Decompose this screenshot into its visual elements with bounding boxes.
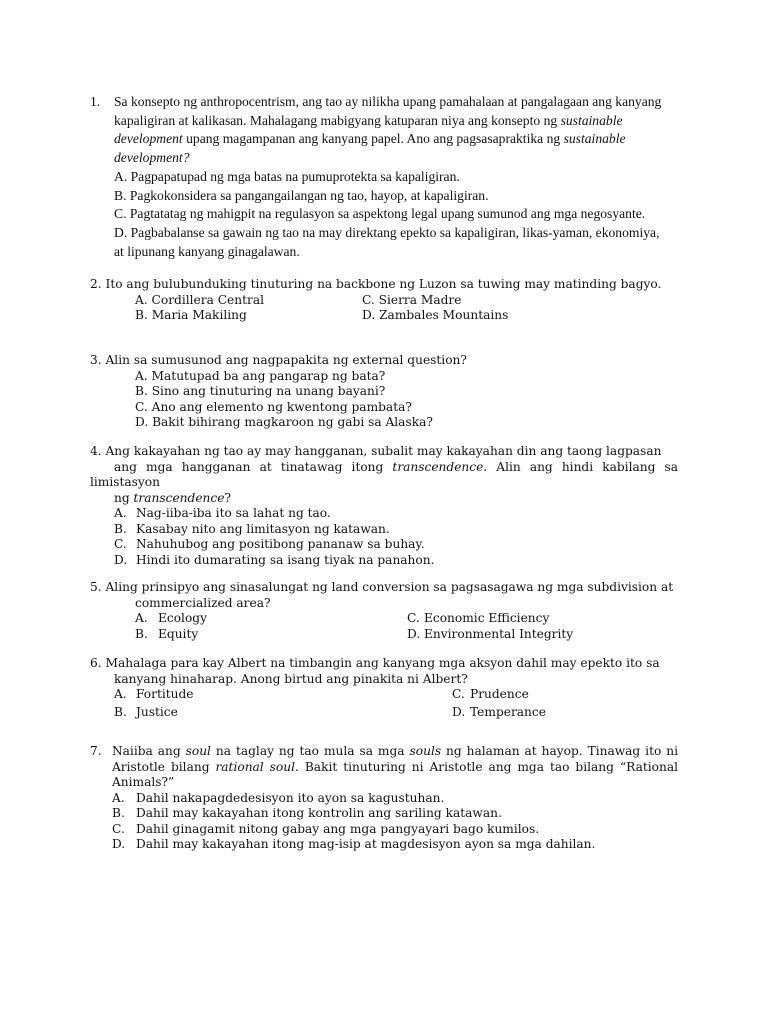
answer-option: D. Dahil may kakayahan itong mag-isip at magdesisyon ayon sa mga dahilan. [112,837,596,851]
answer-option: B. Maria Makiling [135,308,247,322]
answer-option-letter: A. [135,611,148,625]
answer-option: A. Matutupad ba ang pangarap ng bata? [135,368,386,383]
answer-option: Environmental Integrity [424,626,574,641]
answer-option: D. Bakit bihirang magkaroon ng gabi sa Alaska? [135,415,433,429]
answer-option: B. Dahil may kakayahan itong kontrolin ang sariling katawan. [112,806,502,820]
question-stem: development? [114,150,190,166]
answer-option-letter: C. [452,687,465,701]
question-stem: development upang magampanan ang kanyang papel. Ano ang pagsasapraktika ng sustainable [114,131,626,147]
answer-option: C. Ano ang elemento ng kwentong pambata? [135,399,412,414]
question-stem: Naiiba ang soul na taglay ng tao mula sa mga souls ng halaman at hayop. Tinawag ito ni [112,744,678,758]
question-stem: commercialized area? [135,595,271,610]
answer-option-letter: B. [135,626,148,641]
answer-option: D. Hindi ito dumarating sa isang tiyak na panahon. [114,552,435,567]
answer-option: C. Sierra Madre [362,292,462,307]
question-stem: kapaligiran at kalikasan. Mahalagang mabigyang katuparan niya ang konsepto ng sustainable [114,112,623,128]
question-stem: 3. Alin sa sumusunod ang nagpapakita ng external question? [90,353,467,367]
answer-option: C. Nahuhubog ang positibong pananaw sa buhay. [114,537,425,551]
answer-option: A. Nag-iiba-iba ito sa lahat ng tao. [114,506,331,520]
answer-option-letter: D. [452,704,466,719]
question-stem: Animals?” [112,775,175,789]
answer-option: C. Pagtatatag ng mahigpit na regulasyon sa aspektong legal upang sumunod ang mga negosyante. [114,206,646,222]
answer-option: B. Kasabay nito ang limitasyon ng katawan. [114,521,390,536]
answer-option: Justice [136,704,178,719]
question-4 [90,444,678,568]
question-7 [90,744,678,853]
answer-option: A. Cordillera Central [135,292,264,307]
answer-option: Temperance [470,704,546,719]
answer-option: D. Zambales Mountains [362,308,509,322]
question-stem: 6. Mahalaga para kay Albert na timbangin ang kanyang mga aksyon dahil may epekto ito sa [90,656,660,670]
question-stem: Sa konsepto ng anthropocentrism, ang tao ay nilikha upang pamahalaan at pangalagaan ang kanyang [114,94,662,109]
answer-option: D. Pagbabalanse sa gawain ng tao na may direktang epekto sa kapaligiran, likas-yaman, ekonomiya, [114,224,660,240]
answer-option: B. Sino ang tinuturing na unang bayani? [135,384,386,398]
question-2 [90,277,690,324]
question-3 [90,353,690,431]
question-stem: ang mga hangganan at tinatawag itong transcendence. Alin ang hindi kabilang sa [114,459,678,474]
question-stem: 5. Aling prinsipyo ang sinasalungat ng land conversion sa pagsasagawa ng mga subdivision at [90,580,674,594]
question-1 [90,93,680,261]
question-6 [90,656,690,720]
answer-option-letter: D. [407,626,421,641]
answer-option-letter: B. [114,704,127,719]
answer-option: A. Pagpapatupad ng mga batas na pumuprotekta sa kapaligiran. [114,168,460,184]
answer-option: at lipunang kanyang ginagalawan. [114,243,300,259]
answer-option: Ecology [158,611,207,625]
question-stem: ng transcendence? [114,490,231,505]
question-stem: 4. Ang kakayahan ng tao ay may hangganan, subalit may kakayahan din ang taong lagpasan [90,444,662,458]
answer-option-letter: C. [407,611,420,625]
answer-option: Equity [158,626,199,641]
answer-option: C. Dahil ginagamit nitong gabay ang mga pangyayari bago kumilos. [112,821,540,836]
answer-option: B. Pagkokonsidera sa pangangailangan ng tao, hayop, at kapaligiran. [114,187,489,203]
answer-option: Prudence [470,687,529,701]
answer-option: Economic Efficiency [424,611,550,625]
question-stem: 2. Ito ang bulubunduking tinuturing na backbone ng Luzon sa tuwing may matinding bagyo. [90,277,662,291]
answer-option: Fortitude [136,687,194,701]
question-stem: limistasyon [90,475,160,489]
question-number: 1. [90,94,101,109]
question-5 [90,580,690,642]
question-number: 7. [90,744,102,758]
question-stem: kanyang hinaharap. Anong birtud ang pinakita ni Albert? [114,671,468,686]
answer-option: A. Dahil nakapagdedesisyon ito ayon sa kagustuhan. [112,790,445,805]
answer-option-letter: A. [114,687,127,701]
question-stem: Aristotle bilang rational soul. Bakit tinuturing ni Aristotle ang mga tao bilang “Rational [112,759,678,774]
